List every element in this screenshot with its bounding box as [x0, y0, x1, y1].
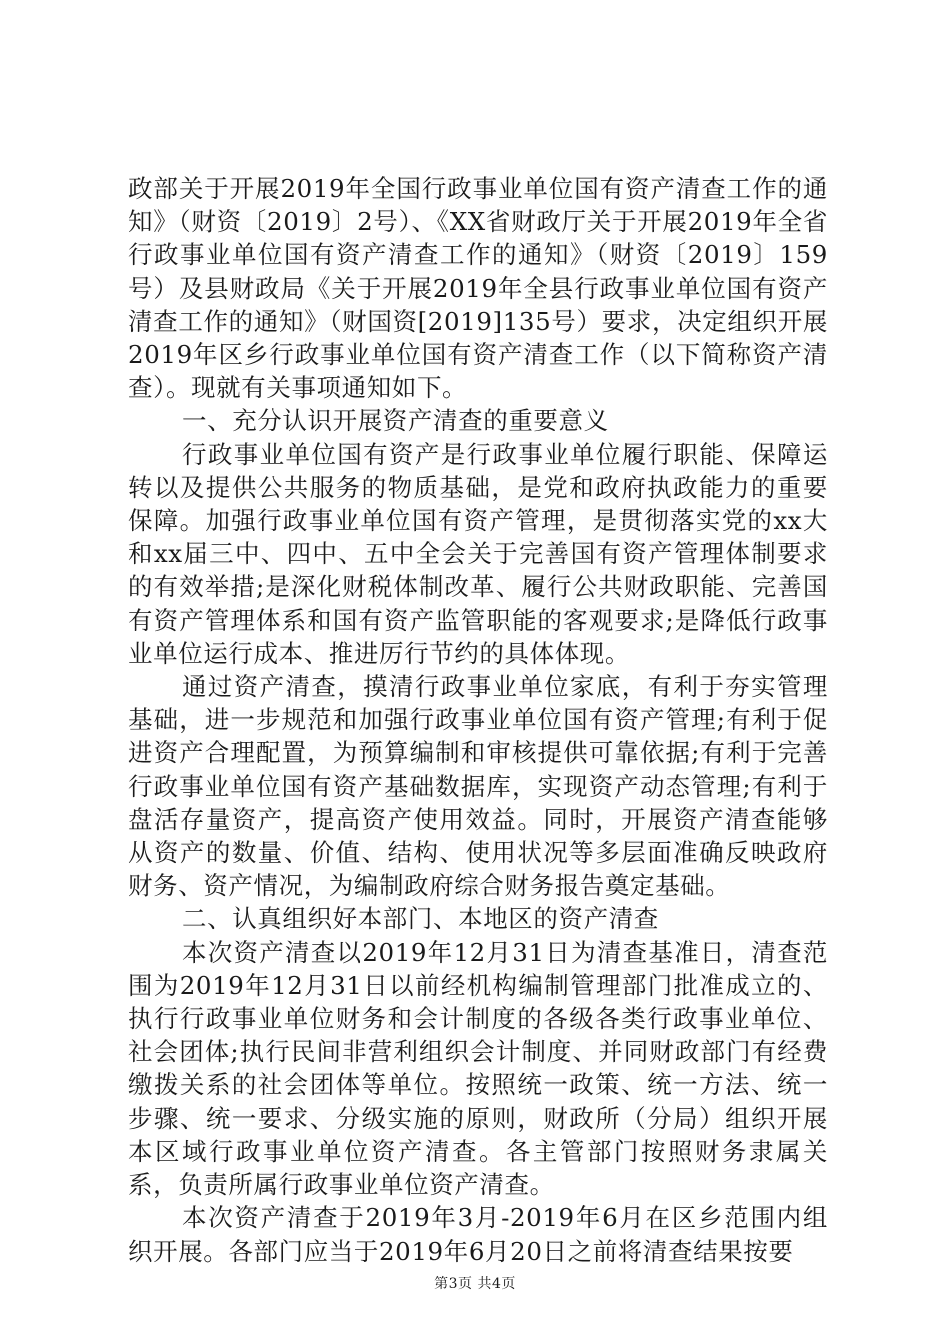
paragraph: 行政事业单位国有资产是行政事业单位履行职能、保障运转以及提供公共服务的物质基础，是党和政府执政能力的重要保障。加强行政事业单位国有资产管理，是贯彻落实党的xx大和xx届三中、四中、五中全会关于完善国有资产管理体制要求的有效举措;是深化财税体制改革、履行公共财政职能、完善国有资产管理体系和国有资产监管职能的客观要求;是降低行政事业单位运行成本、推进厉行节约的具体体现。 — [128, 439, 828, 668]
section-heading-1: 一、充分认识开展资产清查的重要意义 — [182, 406, 609, 436]
document-body — [128, 172, 828, 1268]
page-footer: 第3页 共4页 — [434, 1276, 516, 1292]
paragraph-continuation: 政部关于开展2019年全国行政事业单位国有资产清查工作的通知》（财资〔2019〕2号）、《XX省财政厅关于开展2019年全省行政事业单位国有资产清查工作的通知》（财资〔2019〕159号）及县财政局《关于开展2019年全县行政事业单位国有资产清查工作的通知》（财国资[2019]135号）要求，决定组织开展2019年区乡行政事业单位国有资产清查工作（以下简称资产清查）。现就有关事项通知如下。 — [128, 174, 828, 403]
paragraph: 本次资产清查以2019年12月31日为清查基准日，清查范围为2019年12月31日以前经机构编制管理部门批准成立的、执行行政事业单位财务和会计制度的各级各类行政事业单位、社会团体;执行民间非营利组织会计制度、并同财政部门有经费缴拨关系的社会团体等单位。按照统一政策、统一方法、统一步骤、统一要求、分级实施的原则，财政所（分局）组织开展本区域行政事业单位资产清查。各主管部门按照财务隶属关系，负责所属行政事业单位资产清查。 — [128, 937, 828, 1200]
paragraph: 本次资产清查于2019年3月-2019年6月在区乡范围内组织开展。各部门应当于2019年6月20日之前将清查结果按要 — [128, 1203, 828, 1266]
section-heading-2: 二、认真组织好本部门、本地区的资产清查 — [182, 904, 659, 934]
paragraph: 通过资产清查，摸清行政事业单位家底，有利于夯实管理基础，进一步规范和加强行政事业单位国有资产管理;有利于促进资产合理配置，为预算编制和审核提供可靠依据;有利于完善行政事业单位国有资产基础数据库，实现资产动态管理;有利于盘活存量资产，提高资产使用效益。同时，开展资产清查能够从资产的数量、价值、结构、使用状况等多层面准确反映政府财务、资产情况，为编制政府综合财务报告奠定基础。 — [128, 672, 828, 901]
